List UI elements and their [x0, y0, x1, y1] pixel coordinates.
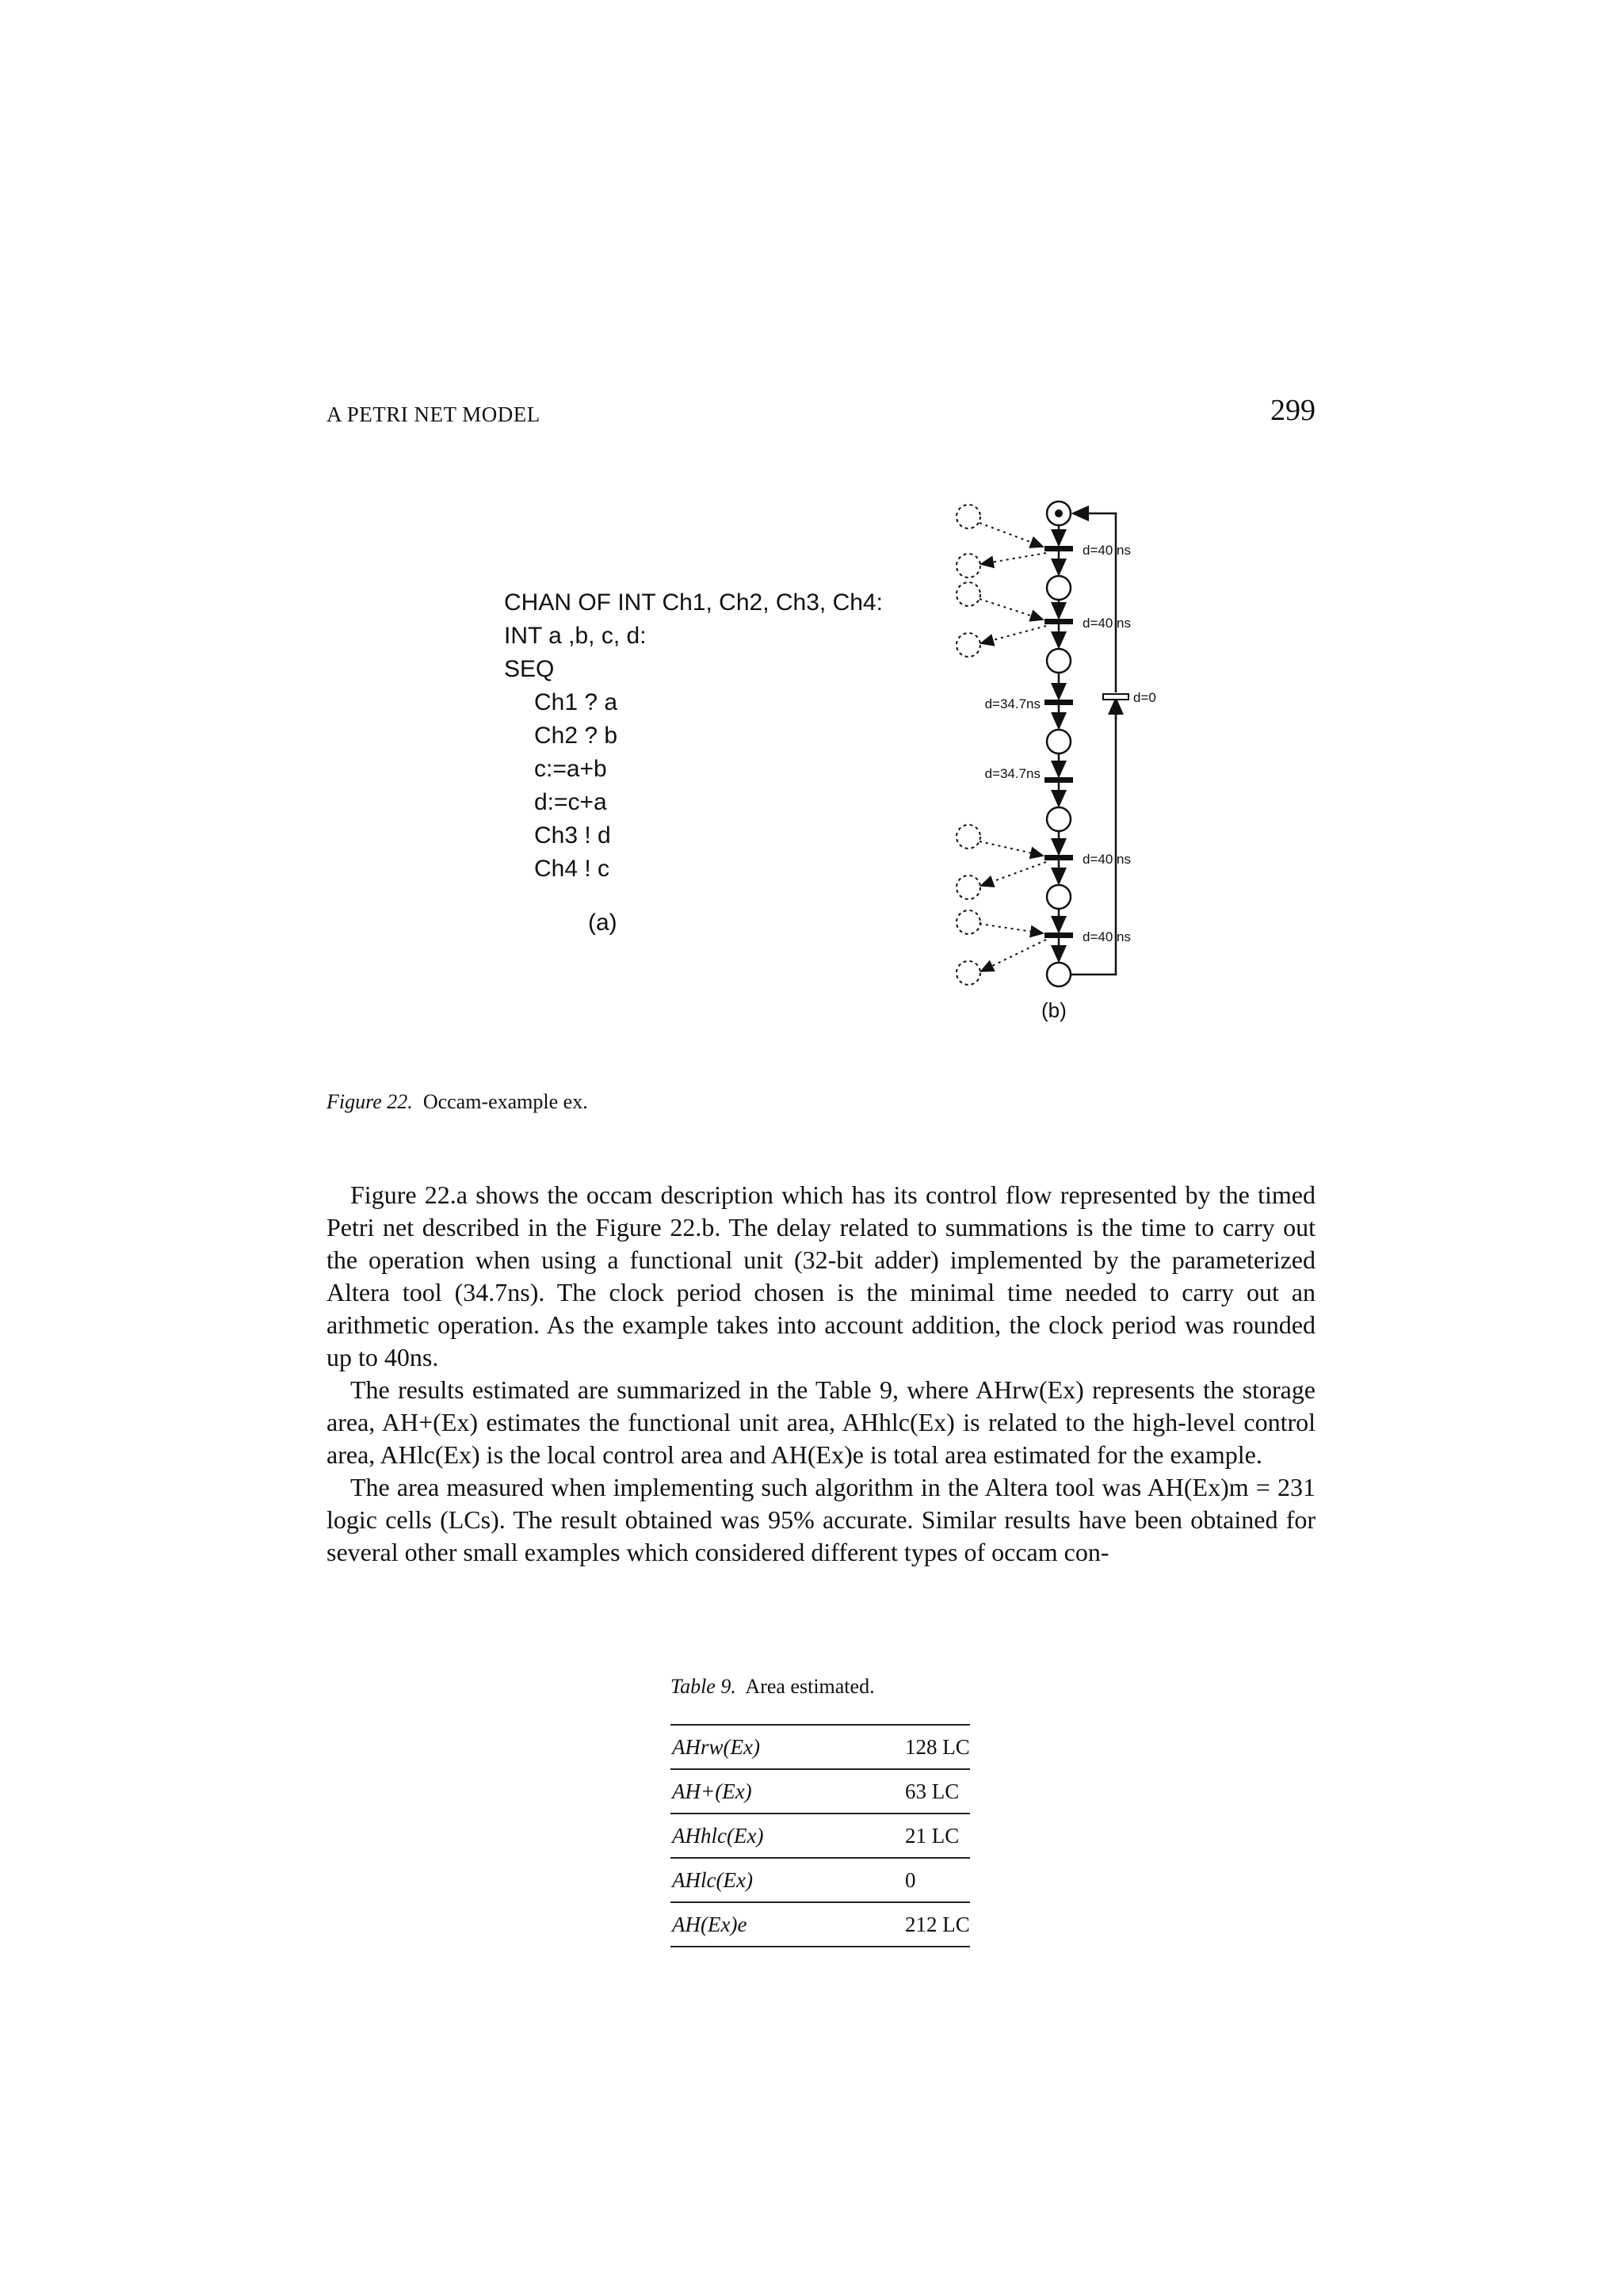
- external-place: [957, 505, 980, 528]
- code-line: Ch2 ? b: [534, 723, 618, 749]
- feedback-delay-label: d=0: [1133, 690, 1156, 705]
- table-row: [670, 1858, 970, 1902]
- place-final: [1047, 963, 1071, 986]
- paragraph: Figure 22.a shows the occam description which has its control flow represented by the timed Petri net described in the Figure 22.b. The delay related to summations is the time to carry out the operation when using a functional unit (32-bit adder) implemented by the parameterized Altera tool (34.7ns). The clock period chosen is the minimal time needed to carry out an arithmetic operation. As the example takes into account addition, the clock period was rounded up to 40ns.: [327, 1180, 1316, 1371]
- figure-caption-label: Figure 22.: [327, 1090, 413, 1113]
- external-place: [957, 582, 980, 606]
- code-line: CHAN OF INT Ch1, Ch2, Ch3, Ch4:: [504, 589, 883, 616]
- code-line: Ch3 ! d: [534, 822, 611, 849]
- area-table: [670, 1724, 970, 1947]
- table-row: [670, 1725, 970, 1769]
- place: [1047, 649, 1071, 673]
- delay-label: d=34.7ns: [984, 766, 1041, 781]
- place-initial-marked: [1047, 502, 1071, 525]
- place: [1047, 730, 1071, 753]
- external-place: [957, 875, 980, 899]
- transition: [1044, 700, 1073, 705]
- place: [1047, 885, 1071, 909]
- petri-net-diagram: [935, 490, 1205, 1036]
- table-caption-label: Table 9.: [670, 1675, 736, 1698]
- metric-value: 21 LC: [905, 1814, 970, 1858]
- metric-name: AHlc(Ex): [670, 1858, 905, 1902]
- figure-label-a: (a): [588, 910, 617, 936]
- figure-label-b: (b): [1041, 998, 1067, 1022]
- place: [1047, 576, 1071, 600]
- code-line: INT a ,b, c, d:: [504, 623, 647, 649]
- place: [1047, 807, 1071, 831]
- body-text: [327, 1179, 1316, 1569]
- code-line: c:=a+b: [534, 756, 607, 782]
- transition-feedback: [1103, 694, 1128, 700]
- paragraph: The results estimated are summarized in the Table 9, where AHrw(Ex) represents the storage area, AH+(Ex) estimates the functional unit area, AHhlc(Ex) is related to the high-level control area, AHlc(Ex) is the local control area and AH(Ex)e is total area estimated for the example.: [327, 1375, 1316, 1469]
- paragraph: The area measured when implementing such algorithm in the Altera tool was AH(Ex)m = 231 logic cells (LCs). The result obtained was 95% accurate. Similar results have been obtained for several other small examples which considered different types of occam con-: [327, 1473, 1316, 1566]
- code-line: Ch1 ? a: [534, 689, 618, 715]
- metric-value: 63 LC: [905, 1769, 970, 1814]
- running-head: A PETRI NET MODEL: [327, 402, 540, 426]
- metric-name: AH+(Ex): [670, 1769, 905, 1814]
- delay-label: d=40 ns: [1083, 543, 1131, 558]
- external-place: [957, 961, 980, 985]
- delay-label: d=34.7ns: [984, 696, 1041, 711]
- external-place: [957, 554, 980, 578]
- metric-value: 212 LC: [905, 1902, 970, 1947]
- metric-name: AHrw(Ex): [670, 1725, 905, 1769]
- code-line: Ch4 ! c: [534, 856, 610, 882]
- transition: [1044, 619, 1073, 624]
- transition: [1044, 777, 1073, 783]
- external-place: [957, 825, 980, 849]
- figure-caption: [327, 1090, 588, 1114]
- code-line: d:=c+a: [534, 789, 607, 815]
- code-line: SEQ: [504, 656, 555, 682]
- transition: [1044, 855, 1073, 860]
- external-place: [957, 910, 980, 934]
- delay-label: d=40 ns: [1083, 616, 1131, 631]
- table-caption-text: Area estimated.: [745, 1675, 875, 1698]
- occam-code-listing: [504, 586, 883, 886]
- table-row: [670, 1902, 970, 1947]
- table-caption: [670, 1675, 875, 1699]
- delay-label: d=40 ns: [1083, 852, 1131, 867]
- metric-name: AHhlc(Ex): [670, 1814, 905, 1858]
- page-number: 299: [1270, 394, 1316, 427]
- transition: [1044, 933, 1073, 938]
- table-row: [670, 1814, 970, 1858]
- figure-caption-text: Occam-example ex.: [422, 1090, 588, 1113]
- table-row: [670, 1769, 970, 1814]
- external-place: [957, 633, 980, 657]
- delay-label: d=40 ns: [1083, 929, 1131, 944]
- metric-name: AH(Ex)e: [670, 1902, 905, 1947]
- transition: [1044, 546, 1073, 551]
- metric-value: 0: [905, 1858, 970, 1902]
- metric-value: 128 LC: [905, 1725, 970, 1769]
